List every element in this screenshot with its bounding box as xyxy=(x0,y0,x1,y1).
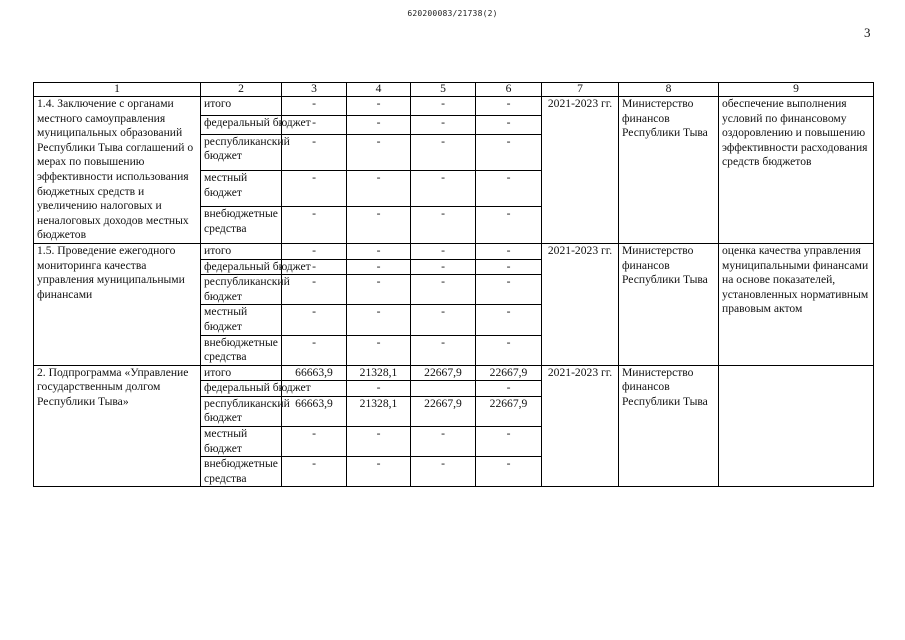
value-cell: - xyxy=(282,97,347,116)
measure-title: 1.5. Проведение ежегодного мониторинга качества управления муниципальными финансами xyxy=(34,243,201,365)
value-cell: - xyxy=(476,457,542,487)
value-cell: - xyxy=(411,171,476,207)
value-cell: 21328,1 xyxy=(347,365,411,381)
period-cell: 2021-2023 гг. xyxy=(542,97,619,244)
funding-source: итого xyxy=(201,243,282,259)
value-cell: - xyxy=(411,243,476,259)
value-cell: - xyxy=(282,275,347,305)
value-cell: - xyxy=(347,171,411,207)
value-cell: 21328,1 xyxy=(347,396,411,426)
funding-source: федеральный бюджет xyxy=(201,381,282,397)
value-cell: - xyxy=(347,115,411,134)
value-cell xyxy=(411,381,476,397)
funding-source: местный бюджет xyxy=(201,171,282,207)
value-cell: - xyxy=(411,427,476,457)
period-cell: 2021-2023 гг. xyxy=(542,365,619,487)
value-cell: - xyxy=(411,275,476,305)
value-cell: - xyxy=(476,243,542,259)
value-cell: - xyxy=(282,134,347,170)
funding-source: итого xyxy=(201,97,282,116)
executor-cell: Министерство финансов Республики Тыва xyxy=(619,97,719,244)
funding-source: местный бюджет xyxy=(201,427,282,457)
value-cell: - xyxy=(476,259,542,275)
value-cell: - xyxy=(476,335,542,365)
value-cell: - xyxy=(411,115,476,134)
value-cell: 22667,9 xyxy=(411,396,476,426)
value-cell: - xyxy=(476,97,542,116)
funding-source: внебюджетные средства xyxy=(201,457,282,487)
column-header: 9 xyxy=(719,83,874,97)
executor-cell: Министерство финансов Республики Тыва xyxy=(619,243,719,365)
value-cell: - xyxy=(476,381,542,397)
column-header: 4 xyxy=(347,83,411,97)
value-cell: - xyxy=(282,427,347,457)
funding-source: республиканский бюджет xyxy=(201,396,282,426)
value-cell: - xyxy=(411,207,476,243)
value-cell: - xyxy=(411,305,476,335)
value-cell: 66663,9 xyxy=(282,365,347,381)
funding-source: внебюджетные средства xyxy=(201,335,282,365)
value-cell: - xyxy=(282,335,347,365)
funding-source: федеральный бюджет xyxy=(201,259,282,275)
value-cell: - xyxy=(411,97,476,116)
value-cell: - xyxy=(347,457,411,487)
value-cell: - xyxy=(282,171,347,207)
value-cell: - xyxy=(347,134,411,170)
table-row xyxy=(34,365,874,381)
value-cell: - xyxy=(282,259,347,275)
value-cell: 22667,9 xyxy=(476,396,542,426)
table-row xyxy=(34,97,874,116)
value-cell: - xyxy=(476,305,542,335)
value-cell: - xyxy=(282,243,347,259)
period-cell: 2021-2023 гг. xyxy=(542,243,619,365)
result-cell xyxy=(719,365,874,487)
program-table xyxy=(33,82,874,487)
table-row xyxy=(34,243,874,259)
value-cell: - xyxy=(347,305,411,335)
value-cell: - xyxy=(411,259,476,275)
funding-source: местный бюджет xyxy=(201,305,282,335)
value-cell: - xyxy=(347,259,411,275)
value-cell: - xyxy=(411,335,476,365)
value-cell: - xyxy=(476,171,542,207)
value-cell: 66663,9 xyxy=(282,396,347,426)
funding-source: федеральный бюджет xyxy=(201,115,282,134)
value-cell: - xyxy=(476,275,542,305)
value-cell: - xyxy=(476,134,542,170)
result-cell: оценка качества управления муниципальными финансами на основе показателей, установленных нормативным правовым актом xyxy=(719,243,874,365)
value-cell: - xyxy=(282,457,347,487)
measure-title: 2. Подпрограмма «Управление государственным долгом Республики Тыва» xyxy=(34,365,201,487)
value-cell: - xyxy=(347,381,411,397)
document-id: 620200083/21738(2) xyxy=(407,9,498,18)
value-cell: - xyxy=(347,335,411,365)
column-header: 1 xyxy=(34,83,201,97)
column-header: 5 xyxy=(411,83,476,97)
funding-source: республиканский бюджет xyxy=(201,134,282,170)
value-cell: - xyxy=(347,427,411,457)
funding-source: итого xyxy=(201,365,282,381)
value-cell: - xyxy=(347,207,411,243)
column-header: 8 xyxy=(619,83,719,97)
page-number: 3 xyxy=(864,25,871,40)
value-cell: - xyxy=(282,207,347,243)
value-cell: - xyxy=(411,134,476,170)
column-number-row xyxy=(34,83,874,97)
column-header: 7 xyxy=(542,83,619,97)
value-cell: - xyxy=(282,305,347,335)
value-cell: 22667,9 xyxy=(476,365,542,381)
value-cell: - xyxy=(347,97,411,116)
value-cell: - xyxy=(347,275,411,305)
value-cell: - xyxy=(411,457,476,487)
funding-source: внебюджетные средства xyxy=(201,207,282,243)
result-cell: обеспечение выполнения условий по финансовому оздоровлению и повышению эффективности расходования средств бюджетов xyxy=(719,97,874,244)
value-cell: - xyxy=(476,115,542,134)
executor-cell: Министерство финансов Республики Тыва xyxy=(619,365,719,487)
value-cell: - xyxy=(282,115,347,134)
funding-source: республиканский бюджет xyxy=(201,275,282,305)
column-header: 3 xyxy=(282,83,347,97)
measure-title: 1.4. Заключение с органами местного самоуправления муниципальных образований Республики Тыва соглашений о мерах по повышению эффективности использования бюджетных средств и увеличению налоговых и неналоговых доходов местных бюджетов xyxy=(34,97,201,244)
value-cell: - xyxy=(476,207,542,243)
value-cell: - xyxy=(476,427,542,457)
column-header: 2 xyxy=(201,83,282,97)
value-cell: 22667,9 xyxy=(411,365,476,381)
column-header: 6 xyxy=(476,83,542,97)
value-cell: - xyxy=(347,243,411,259)
